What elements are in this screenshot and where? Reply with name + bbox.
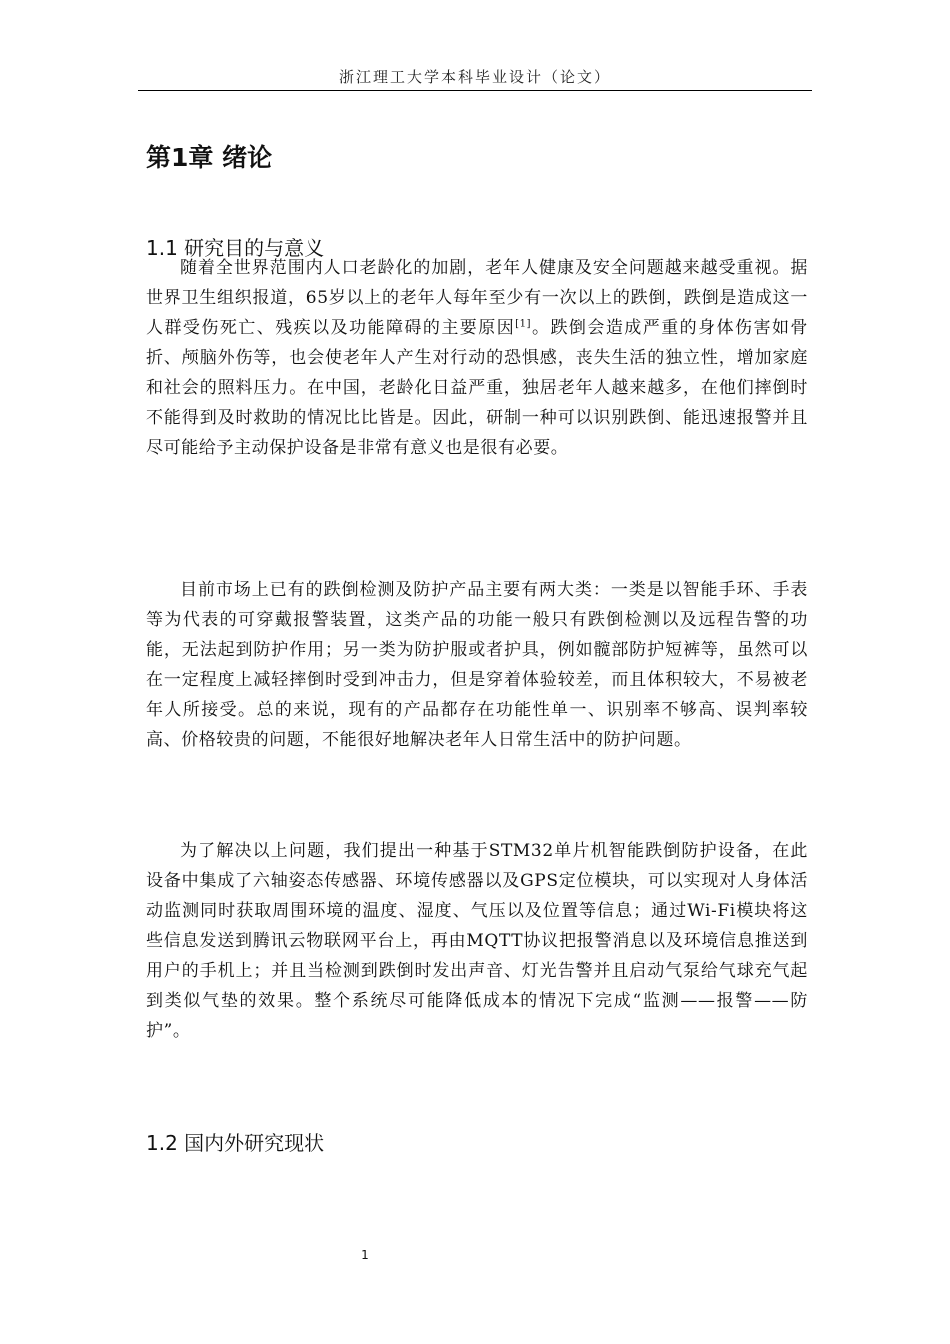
page-header: 浙江理工大学本科毕业设计（论文） — [338, 68, 611, 86]
section-title-1-1: 1.1 研究目的与意义 — [146, 236, 325, 260]
paragraph-1-text-b: 。跌倒会造成严重的身体伤害如骨折、颅脑外伤等，也会使老年人产生对行动的恐惧感，丧失生活的独立性，增加家庭和社会的照料压力。在中国，老龄化日益严重，独居老年人越来越多，在他们摔倒时不能得到及时救助的情况比比皆是。因此，研制一种可以识别跌倒、能迅速报警并且尽可能给予主动保护设备是非常有意义也是很有必要。 — [146, 318, 809, 458]
paragraph-3: 为了解决以上问题，我们提出一种基于STM32单片机智能跌倒防护设备，在此设备中集成了六轴姿态传感器、环境传感器以及GPS定位模块，可以实现对人身体活动监测同时获取周围环境的温度、湿度、气压以及位置等信息；通过Wi-Fi模块将这些信息发送到腾讯云物联网平台上，再由MQTT协议把报警消息以及环境信息推送到用户的手机上；并且当检测到跌倒时发出声音、灯光告警并且启动气泵给气球充气起到类似气垫的效果。整个系统尽可能降低成本的情况下完成“监测——报警——防护”。 — [146, 841, 808, 1041]
page-number: 1 — [361, 1248, 369, 1262]
paragraph-1-text-a: 随着全世界范围内人口老龄化的加剧，老年人健康及安全问题越来越受重视。据世界卫生组织报道，65岁以上的老年人每年至少有一次以上的跌倒，跌倒是造成这一人群受伤死亡、残疾以及功能障碍的主要原因 — [146, 258, 808, 338]
paragraph-2: 目前市场上已有的跌倒检测及防护产品主要有两大类：一类是以智能手环、手表等为代表的可穿戴报警装置，这类产品的功能一般只有跌倒检测以及远程告警的功能，无法起到防护作用；另一类为防护服或者护具，例如髋部防护短裤等，虽然可以在一定程度上减轻摔倒时受到冲击力，但是穿着体验较差，而且体积较大，不易被老年人所接受。总的来说，现有的产品都存在功能性单一、识别率不够高、误判率较高、价格较贵的问题，不能很好地解决老年人日常生活中的防护问题。 — [146, 580, 808, 750]
header-divider — [138, 90, 812, 91]
section-title-1-2: 1.2 国内外研究现状 — [146, 1131, 325, 1155]
citation-ref: [1] — [515, 318, 532, 330]
chapter-title: 第1章 绪论 — [146, 143, 273, 172]
paragraph-1 — [146, 253, 808, 463]
